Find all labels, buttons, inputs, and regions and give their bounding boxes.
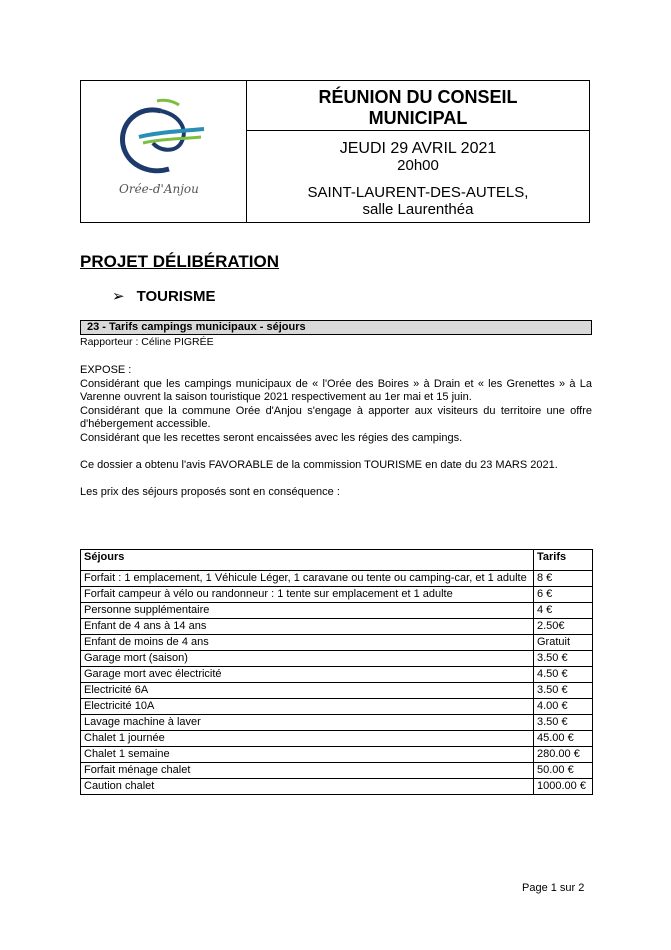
subsection-label: TOURISME bbox=[136, 288, 216, 305]
subsection-title bbox=[112, 287, 215, 305]
rapporteur: Rapporteur : Céline PIGRÉE bbox=[80, 336, 214, 348]
sejour-cell: Garage mort avec électricité bbox=[81, 667, 534, 683]
table-row bbox=[81, 763, 593, 779]
table-row bbox=[81, 699, 593, 715]
column-header-sejours: Séjours bbox=[81, 550, 534, 571]
meeting-place-line-1: SAINT-LAURENT-DES-AUTELS, bbox=[307, 184, 529, 201]
paragraph-5: Les prix des séjours proposés sont en conséquence : bbox=[80, 485, 340, 498]
tarif-cell: 6 € bbox=[534, 587, 593, 603]
sejour-cell: Forfait ménage chalet bbox=[81, 763, 534, 779]
tarif-cell: 1000.00 € bbox=[534, 779, 593, 795]
logo-cell bbox=[81, 81, 247, 222]
page-number: Page 1 sur 2 bbox=[522, 882, 585, 894]
sejour-cell: Electricité 6A bbox=[81, 683, 534, 699]
meeting-title bbox=[247, 81, 589, 131]
tarif-cell: Gratuit bbox=[534, 635, 593, 651]
expose-label: EXPOSE : bbox=[80, 364, 132, 376]
sejour-cell: Electricité 10A bbox=[81, 699, 534, 715]
sejour-cell: Lavage machine à laver bbox=[81, 715, 534, 731]
title-line-2: MUNICIPAL bbox=[368, 108, 468, 128]
title-line-1: RÉUNION DU CONSEIL bbox=[318, 87, 518, 107]
sejour-cell: Personne supplémentaire bbox=[81, 603, 534, 619]
table-header-row bbox=[81, 550, 593, 571]
logo-text: Orée-d'Anjou bbox=[119, 182, 199, 196]
sejour-cell: Forfait campeur à vélo ou randonneur : 1 tente sur emplacement et 1 adulte bbox=[81, 587, 534, 603]
price-table bbox=[80, 549, 593, 795]
table-row bbox=[81, 747, 593, 763]
tarif-cell: 4.00 € bbox=[534, 699, 593, 715]
tarif-cell: 3.50 € bbox=[534, 651, 593, 667]
paragraph-4: Ce dossier a obtenu l'avis FAVORABLE de la commission TOURISME en date du 23 MARS 2021. bbox=[80, 458, 558, 471]
table-row bbox=[81, 619, 593, 635]
sejour-cell: Garage mort (saison) bbox=[81, 651, 534, 667]
table-row bbox=[81, 635, 593, 651]
sejour-cell: Enfant de moins de 4 ans bbox=[81, 635, 534, 651]
table-row bbox=[81, 715, 593, 731]
table-row bbox=[81, 731, 593, 747]
sejour-cell: Enfant de 4 ans à 14 ans bbox=[81, 619, 534, 635]
tarif-cell: 45.00 € bbox=[534, 731, 593, 747]
column-header-tarifs: Tarifs bbox=[534, 550, 593, 571]
meeting-hour: 20h00 bbox=[397, 157, 439, 174]
item-title-bar: 23 - Tarifs campings municipaux - séjours bbox=[80, 320, 592, 335]
sejour-cell: Chalet 1 journée bbox=[81, 731, 534, 747]
tarif-cell: 3.50 € bbox=[534, 683, 593, 699]
oree-anjou-logo bbox=[109, 93, 219, 203]
tarif-cell: 8 € bbox=[534, 571, 593, 587]
meeting-place-line-2: salle Laurenthéa bbox=[362, 201, 474, 218]
tarif-cell: 280.00 € bbox=[534, 747, 593, 763]
paragraph-3: Considérant que les recettes seront encaissées avec les régies des campings. bbox=[80, 431, 463, 444]
table-row bbox=[81, 603, 593, 619]
sejour-cell: Chalet 1 semaine bbox=[81, 747, 534, 763]
tarif-cell: 4 € bbox=[534, 603, 593, 619]
section-title: PROJET DÉLIBÉRATION bbox=[80, 252, 279, 271]
paragraph-2: Considérant que la commune Orée d'Anjou s'engage à apporter aux visiteurs du territoire une offre d'hébergement accessible. bbox=[80, 404, 592, 430]
tarif-cell: 2.50€ bbox=[534, 619, 593, 635]
sejour-cell: Forfait : 1 emplacement, 1 Véhicule Léger, 1 caravane ou tente ou camping-car, et 1 adulte bbox=[81, 571, 534, 587]
body-text bbox=[80, 364, 592, 499]
table-row bbox=[81, 683, 593, 699]
sejour-cell: Caution chalet bbox=[81, 779, 534, 795]
table-row bbox=[81, 587, 593, 603]
tarif-cell: 4.50 € bbox=[534, 667, 593, 683]
header-table bbox=[80, 80, 590, 223]
arrow-bullet-icon: ➢ bbox=[112, 288, 125, 305]
table-row bbox=[81, 779, 593, 795]
tarif-cell: 3.50 € bbox=[534, 715, 593, 731]
meeting-date: JEUDI 29 AVRIL 2021 bbox=[339, 140, 497, 157]
tarif-cell: 50.00 € bbox=[534, 763, 593, 779]
table-row bbox=[81, 571, 593, 587]
meeting-info bbox=[247, 132, 589, 222]
table-row bbox=[81, 667, 593, 683]
paragraph-1: Considérant que les campings municipaux de « l'Orée des Boires » à Drain et « les Grenettes » à La Varenne ouvrent la saison touristique 2021 respectivement au 1er mai et 15 juin. bbox=[80, 377, 592, 403]
table-row bbox=[81, 651, 593, 667]
